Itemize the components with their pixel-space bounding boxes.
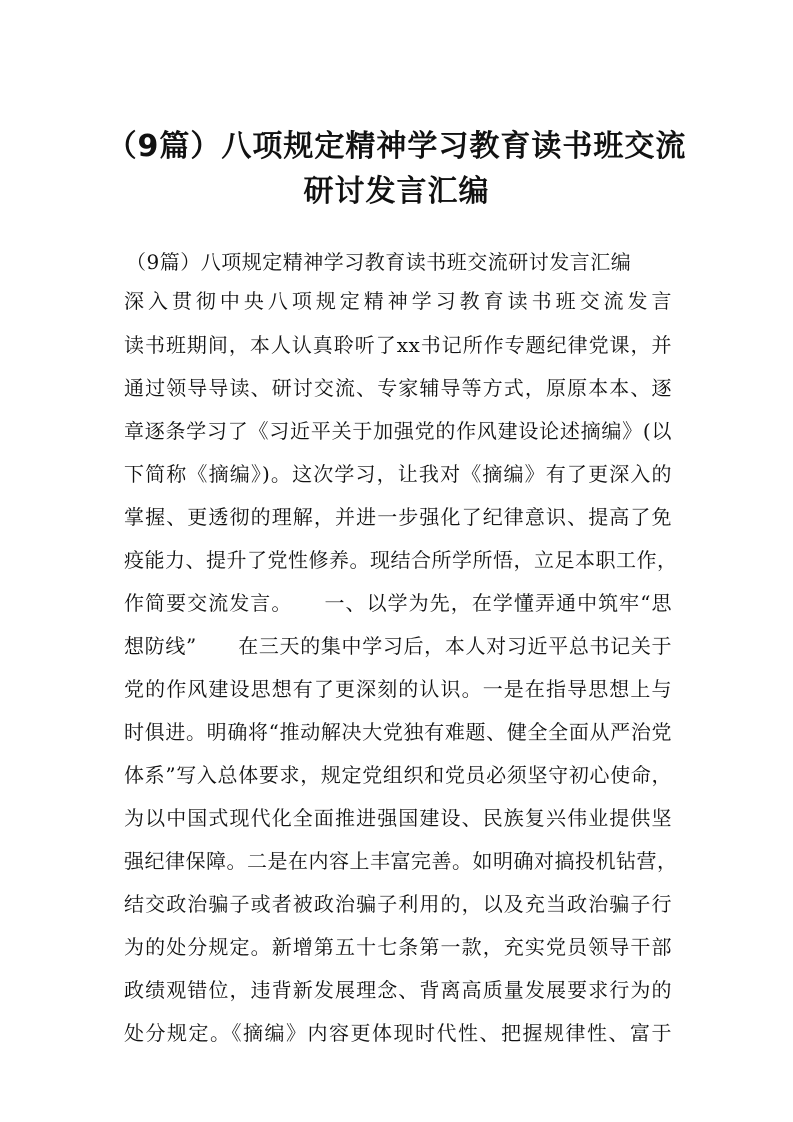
body-line: 通过领导导读、研讨交流、专家辅导等方式，原原本本、逐 <box>124 376 672 400</box>
body-line: 政绩观错位，违背新发展理念、背离高质量发展要求行为的 <box>124 978 672 1002</box>
body-line: 读书班期间，本人认真聆听了xx书记所作专题纪律党课，并 <box>124 333 672 357</box>
document-title-line-1: （9篇）八项规定精神学习教育读书班交流 <box>106 129 687 164</box>
body-line: 作简要交流发言。 一、以学为先，在学懂弄通中筑牢“思 <box>124 591 672 615</box>
body-line: 强纪律保障。二是在内容上丰富完善。如明确对搞投机钻营， <box>124 849 678 873</box>
body-line: 为以中国式现代化全面推进强国建设、民族复兴伟业提供坚 <box>124 806 672 830</box>
body-line: 结交政治骗子或者被政治骗子利用的，以及充当政治骗子行 <box>124 892 672 916</box>
body-line: 体系”写入总体要求，规定党组织和党员必须坚守初心使命， <box>124 763 672 787</box>
body-line: 下简称《摘编》)。这次学习，让我对《摘编》有了更深入的 <box>124 462 672 486</box>
body-line: 疫能力、提升了党性修养。现结合所学所悟，立足本职工作， <box>124 548 678 572</box>
body-line: 党的作风建设思想有了更深刻的认识。一是在指导思想上与 <box>124 677 672 701</box>
body-line: 想防线” 在三天的集中学习后，本人对习近平总书记关于 <box>124 634 672 658</box>
body-line: 掌握、更透彻的理解，并进一步强化了纪律意识、提高了免 <box>124 505 672 529</box>
body-line: 处分规定。《摘编》内容更体现时代性、把握规律性、富于 <box>124 1021 672 1045</box>
body-line: 深入贯彻中央八项规定精神学习教育读书班交流发言 <box>124 289 672 313</box>
body-line: 时俱进。明确将“推动解决大党独有难题、健全全面从严治党 <box>124 720 672 744</box>
body-line: 章逐条学习了《习近平关于加强党的作风建设论述摘编》(以 <box>124 419 672 443</box>
document-subtitle: （9篇）八项规定精神学习教育读书班交流研讨发言汇编 <box>126 250 632 274</box>
body-line: 为的处分规定。新增第五十七条第一款，充实党员领导干部 <box>124 935 672 959</box>
document-title-line-2: 研讨发言汇编 <box>303 174 490 209</box>
